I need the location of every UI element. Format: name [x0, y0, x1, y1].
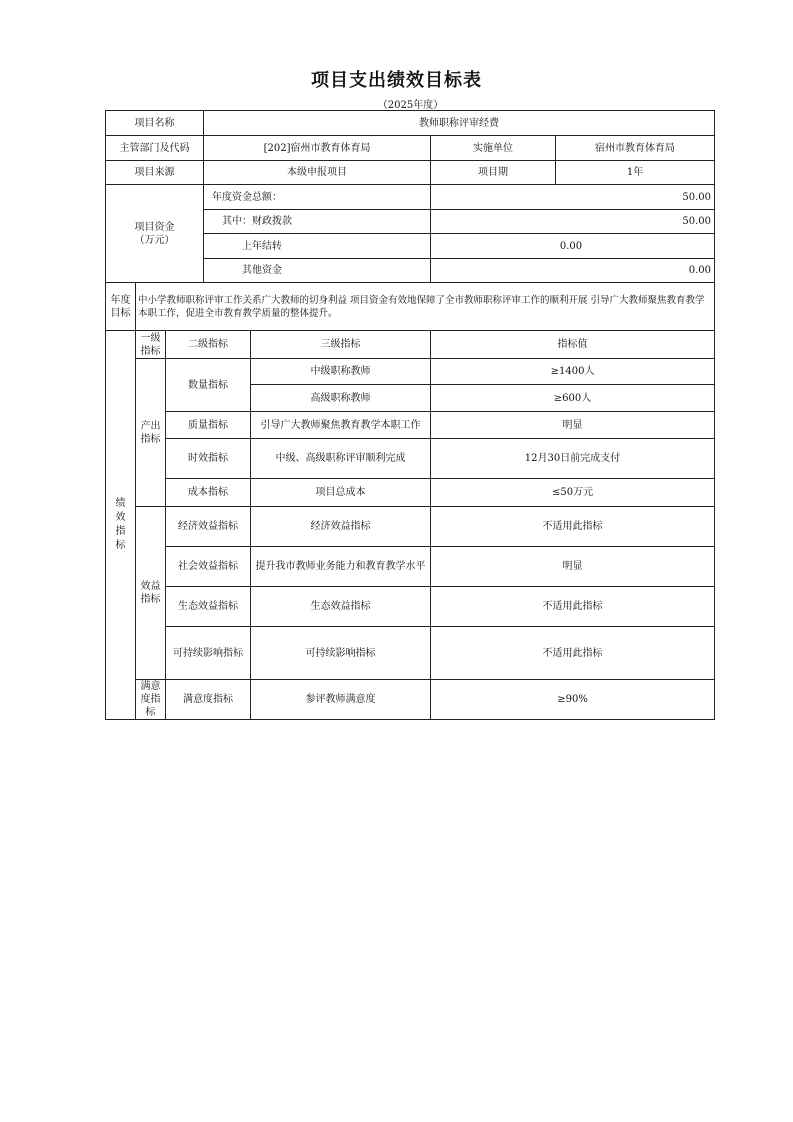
- sustainable-label: 可持续影响指标: [166, 627, 251, 680]
- row-dept: [106, 136, 715, 161]
- social-value: 明显: [431, 547, 715, 587]
- row-objective: [106, 283, 715, 331]
- cost-name: 项目总成本: [251, 479, 431, 507]
- objective-label: [106, 283, 136, 331]
- quantity-1-name: 中级职称教师: [251, 359, 431, 385]
- quantity-label: 数量指标: [166, 359, 251, 412]
- economic-value: 不适用此指标: [431, 507, 715, 547]
- social-label: 社会效益指标: [166, 547, 251, 587]
- quantity-1-value: ≥1400人: [431, 359, 715, 385]
- header-level2: 二级指标: [166, 331, 251, 359]
- row-fund-total: [106, 185, 715, 210]
- fund-fiscal-label: 其中：财政拨款: [204, 210, 431, 234]
- satisfaction-label: 满意度指标: [136, 680, 166, 720]
- row-social: [106, 547, 715, 587]
- cost-label: 成本指标: [166, 479, 251, 507]
- header-value: 指标值: [431, 331, 715, 359]
- period-value: 1年: [556, 161, 715, 185]
- social-name: 提升我市教师业务能力和教育教学水平: [251, 547, 431, 587]
- output-label: 产出指标: [136, 359, 166, 507]
- objective-label-line2: 目标: [110, 307, 131, 319]
- quality-value: 明显: [431, 412, 715, 439]
- quantity-2-name: 高级职称教师: [251, 385, 431, 412]
- row-quantity-1: [106, 359, 715, 385]
- impl-unit-value: 宿州市教育体育局: [556, 136, 715, 161]
- row-sustainable: [106, 627, 715, 680]
- project-name-value: 教师职称评审经费: [204, 111, 715, 136]
- project-name-label: 项目名称: [106, 111, 204, 136]
- economic-name: 经济效益指标: [251, 507, 431, 547]
- performance-target-table: [105, 110, 715, 720]
- fund-total-value: 50.00: [431, 185, 715, 210]
- quality-name: 引导广大教师聚焦教育教学本职工作: [251, 412, 431, 439]
- row-timeliness: [106, 439, 715, 479]
- year-label: （2025年度）: [377, 100, 444, 111]
- funds-label-line1: 项目资金: [134, 221, 175, 233]
- fund-carryover-value: 0.00: [431, 234, 715, 259]
- row-quality: [106, 412, 715, 439]
- objective-label-line1: 年度: [110, 294, 131, 306]
- ecological-label: 生态效益指标: [166, 587, 251, 627]
- source-label: 项目来源: [106, 161, 204, 185]
- header-level3: 三级指标: [251, 331, 431, 359]
- row-project-name: [106, 111, 715, 136]
- satisfaction-value: ≥90%: [431, 680, 715, 720]
- dept-value: [202]宿州市教育体育局: [204, 136, 431, 161]
- quality-label: 质量指标: [166, 412, 251, 439]
- dept-label: 主管部门及代码: [106, 136, 204, 161]
- period-label: 项目期: [431, 161, 556, 185]
- funds-label-line2: （万元）: [134, 234, 175, 246]
- source-value: 本级申报项目: [204, 161, 431, 185]
- funds-label: [106, 185, 204, 283]
- ecological-value: 不适用此指标: [431, 587, 715, 627]
- performance-label: 绩效指标: [106, 331, 136, 720]
- row-satisfaction: [106, 680, 715, 720]
- row-cost: [106, 479, 715, 507]
- cost-value: ≤50万元: [431, 479, 715, 507]
- sustainable-value: 不适用此指标: [431, 627, 715, 680]
- quantity-2-value: ≥600人: [431, 385, 715, 412]
- fund-fiscal-value: 50.00: [431, 210, 715, 234]
- page-title: 项目支出绩效目标表: [311, 70, 482, 91]
- objective-text: 中小学教师职称评审工作关系广大教师的切身利益 项目资金有效地保障了全市教师职称评审工作的顺利开展 引导广大教师聚焦教育教学本职工作，促进全市教育教学质量的整体提升。: [136, 283, 715, 331]
- fund-other-value: 0.00: [431, 259, 715, 283]
- row-ecological: [106, 587, 715, 627]
- timeliness-value: 12月30日前完成支付: [431, 439, 715, 479]
- benefit-label: 效益指标: [136, 507, 166, 680]
- row-economic: [106, 507, 715, 547]
- fund-carryover-label: 上年结转: [204, 234, 431, 259]
- header-level1: 一级指标: [136, 331, 166, 359]
- satisfaction-level2: 满意度指标: [166, 680, 251, 720]
- row-perf-header: [106, 331, 715, 359]
- satisfaction-name: 参评教师满意度: [251, 680, 431, 720]
- sustainable-name: 可持续影响指标: [251, 627, 431, 680]
- row-source: [106, 161, 715, 185]
- fund-other-label: 其他资金: [204, 259, 431, 283]
- timeliness-name: 中级、高级职称评审顺利完成: [251, 439, 431, 479]
- impl-unit-label: 实施单位: [431, 136, 556, 161]
- timeliness-label: 时效指标: [166, 439, 251, 479]
- ecological-name: 生态效益指标: [251, 587, 431, 627]
- fund-total-label: 年度资金总额：: [204, 185, 431, 210]
- economic-label: 经济效益指标: [166, 507, 251, 547]
